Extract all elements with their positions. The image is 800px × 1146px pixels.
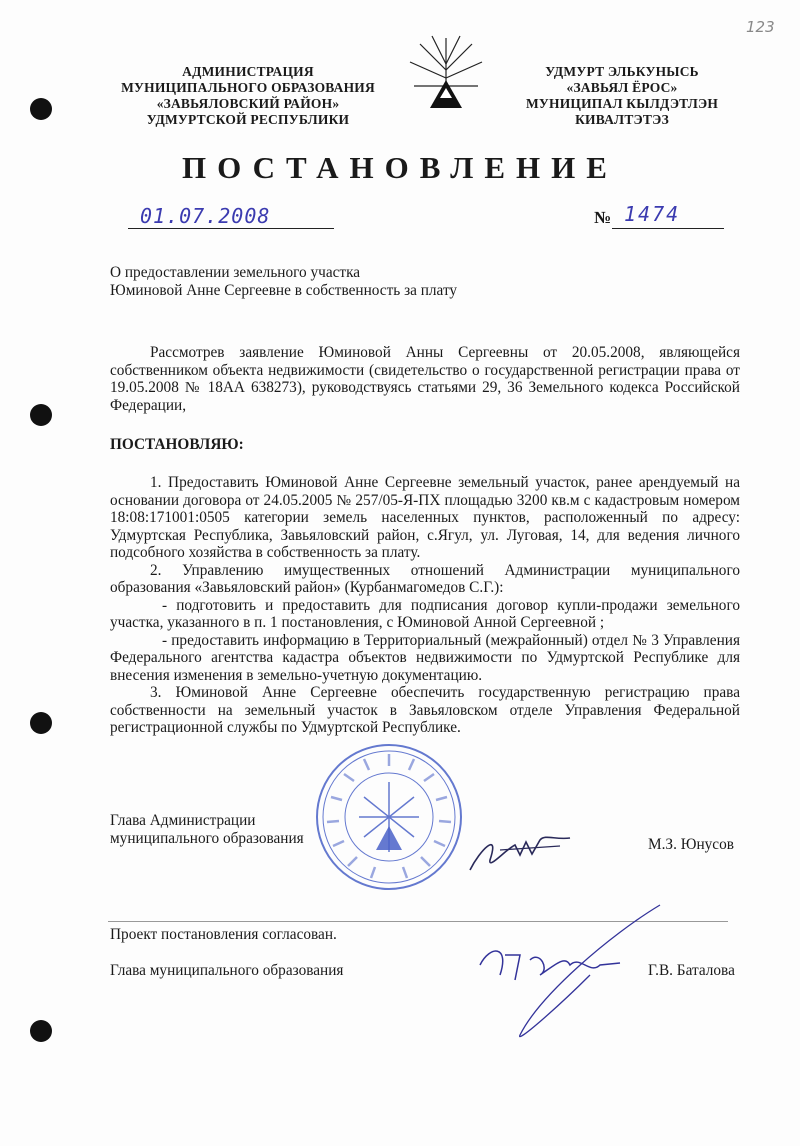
item-2-sub-2: - предоставить информацию в Территориальный (межрайонный) отдел № 3 Управления Федерального агентства кадастра объектов недвижимости по Удмуртской Республике для внесения изменения в земельно-учетную документацию. xyxy=(110,631,740,684)
header-line: УДМУРТ ЭЛЬКУНЫСЬ xyxy=(545,64,699,79)
district-emblem-icon xyxy=(400,30,492,110)
approver-signature xyxy=(460,895,680,1045)
number-label: № xyxy=(594,208,612,227)
header-line: МУНИЦИПАЛЬНОГО ОБРАЗОВАНИЯ xyxy=(121,80,375,95)
header-line: «ЗАВЬЯЛ ЁРОС» xyxy=(566,80,678,95)
header-right xyxy=(522,64,722,128)
official-seal-icon xyxy=(314,742,464,892)
item-1: 1. Предоставить Юминовой Анне Сергеевне земельный участок, ранее арендуемый на основании договора от 24.05.2005 № 257/05-Я-ПХ площадью 3200 кв.м с кадастровым номером 18:08:171001:0505 категории земель населенных пунктов, расположенный по адресу: Удмуртская Республика, Завьяловский район, с.Ягул, ул. Луговая, 14, для ведения личного подсобного хозяйства в собственность за плату. xyxy=(110,474,740,561)
date-underline xyxy=(128,228,334,229)
approver-position: Глава муниципального образования xyxy=(110,962,344,979)
decree-word: ПОСТАНОВЛЯЮ: xyxy=(110,436,244,453)
document-date: 01.07.2008 xyxy=(140,204,271,228)
signatory-position xyxy=(110,812,304,847)
number-underline xyxy=(612,228,724,229)
header-line: «ЗАВЬЯЛОВСКИЙ РАЙОН» xyxy=(156,96,340,111)
header-line: АДМИНИСТРАЦИЯ xyxy=(182,64,314,79)
decree-items xyxy=(110,474,740,737)
punch-hole xyxy=(30,1020,52,1042)
subject-line: О предоставлении земельного участка xyxy=(110,264,361,281)
header-line: УДМУРТСКОЙ РЕСПУБЛИКИ xyxy=(146,112,350,127)
punch-hole xyxy=(30,712,52,734)
approver-name: Г.В. Баталова xyxy=(648,962,735,979)
item-2-sub-1: - подготовить и предоставить для подписания договор купли-продажи земельного участка, указанного в п. 1 постановления, с Юминовой Анной Сергеевной ; xyxy=(110,596,740,631)
item-3: 3. Юминовой Анне Сергеевне обеспечить государственную регистрацию права собственности на земельный участок в Завьяловском отделе Управления Федеральной регистрационной службы по Удмуртской Республике. xyxy=(110,684,740,736)
preamble xyxy=(110,344,740,414)
header-line: МУНИЦИПАЛ КЫЛДЭТЛЭН xyxy=(525,96,719,111)
document-number: 1474 xyxy=(624,202,681,226)
header-left xyxy=(108,64,388,128)
approval-note: Проект постановления согласован. xyxy=(110,926,337,943)
document-title: ПОСТАНОВЛЕНИЕ xyxy=(182,150,618,185)
header-line: КИВАЛТЭТЭЗ xyxy=(575,112,669,127)
signatory-position-line: Глава Администрации xyxy=(110,812,256,829)
signatory-name: М.З. Юнусов xyxy=(648,836,734,853)
punch-hole xyxy=(30,98,52,120)
item-2: 2. Управлению имущественных отношений Администрации муниципального образования «Завьяловский район» (Курбанмагомедов С.Г.): xyxy=(110,561,740,596)
preamble-text: Рассмотрев заявление Юминовой Анны Сергеевны от 20.05.2008, являющейся собственником объекта недвижимости (свидетельство о государственной регистрации права от 19.05.2008 № 18АА 638273), руководствуясь статьями 29, 36 Земельного кодекса Российской Федерации, xyxy=(110,344,740,414)
archive-page-number: 123 xyxy=(746,18,775,36)
signatory-position-line: муниципального образования xyxy=(110,829,304,847)
handwritten-signature xyxy=(460,820,580,880)
document-subject xyxy=(110,264,610,299)
punch-hole xyxy=(30,404,52,426)
subject-line: Юминовой Анне Сергеевне в собственность за плату xyxy=(110,281,458,299)
